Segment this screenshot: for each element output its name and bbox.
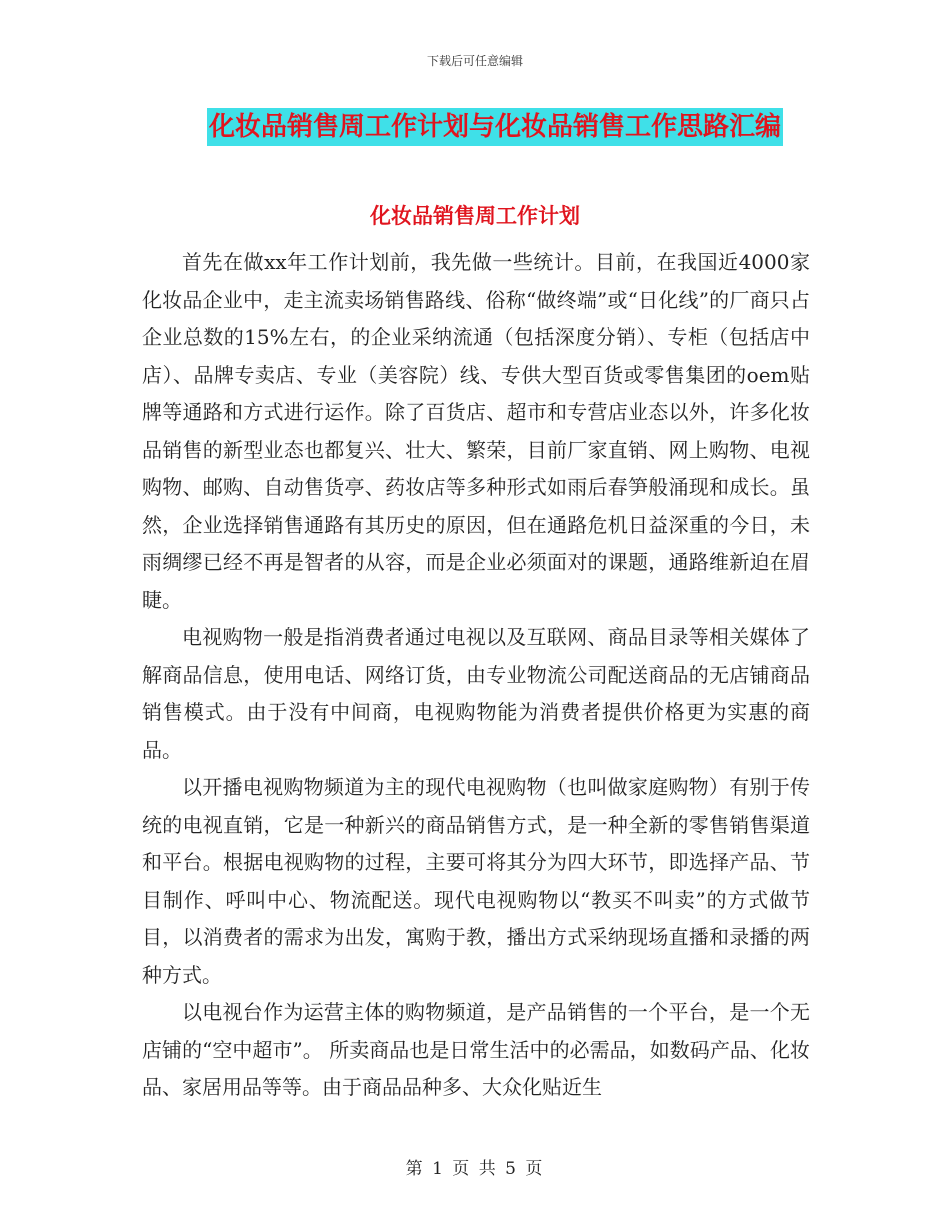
document-body: [142, 244, 810, 1107]
document-title: 化妆品销售周工作计划与化妆品销售工作思路汇编: [207, 108, 783, 146]
page-number: 第 1 页 共 5 页: [405, 1159, 545, 1179]
paragraph: 电视购物一般是指消费者通过电视以及互联网、商品目录等相关媒体了解商品信息，使用电话、网络订货，由专业物流公司配送商品的无店铺商品销售模式。由于没有中间商，电视购物能为消费者提供价格更为实惠的商品。: [142, 625, 810, 762]
paragraph: 以电视台作为运营主体的购物频道，是产品销售的一个平台，是一个无店铺的“空中超市”。 所卖商品也是日常生活中的必需品，如数码产品、化妆品、家居用品等等。由于商品品种多、大众化贴近生: [142, 1000, 810, 1099]
paragraph: 首先在做xx年工作计划前，我先做一些统计。目前，在我国近4000家化妆品企业中，走主流卖场销售路线、俗称“做终端”或“日化线”的厂商只占企业总数的15%左右，的企业采纳流通（包括深度分销）、专柜（包括店中店）、品牌专卖店、专业（美容院）线、专供大型百货或零售集团的oem贴牌等通路和方式进行运作。除了百货店、超市和专营店业态以外，许多化妆品销售的新型业态也都复兴、壮大、繁荣，目前厂家直销、网上购物、电视购物、邮购、自动售货亭、药妆店等多种形式如雨后春笋般涌现和成长。虽然，企业选择销售通路有其历史的原因，但在通路危机日益深重的今日，未雨绸缪已经不再是智者的从容，而是企业必须面对的课题，通路维新迫在眉睫。: [142, 250, 810, 612]
section-title: 化妆品销售周工作计划: [370, 203, 580, 228]
header-note: 下载后可任意编辑: [426, 54, 523, 68]
paragraph: 以开播电视购物频道为主的现代电视购物（也叫做家庭购物）有别于传统的电视直销，它是一种新兴的商品销售方式，是一种全新的零售销售渠道和平台。根据电视购物的过程，主要可将其分为四大环节，即选择产品、节目制作、呼叫中心、物流配送。现代电视购物以“教买不叫卖”的方式做节目，以消费者的需求为出发，寓购于教，播出方式采纳现场直播和录播的两种方式。: [142, 775, 810, 987]
